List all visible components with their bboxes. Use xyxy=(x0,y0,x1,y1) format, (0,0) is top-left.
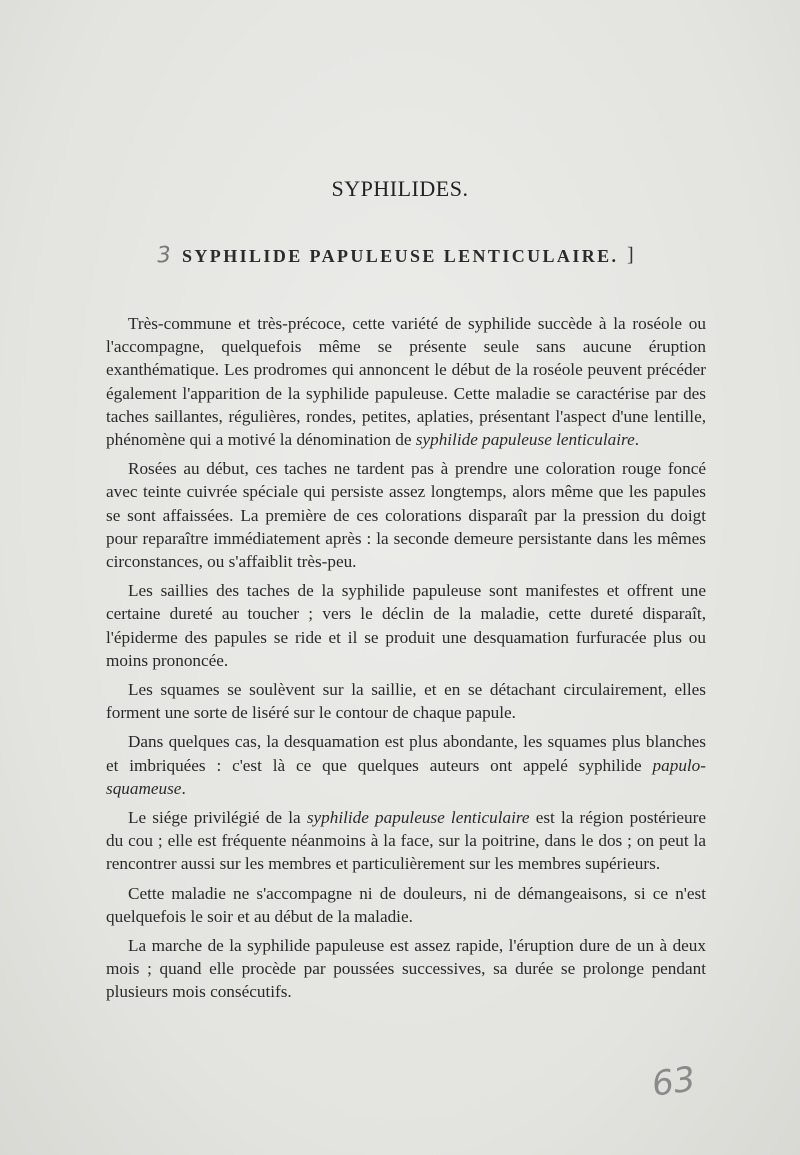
paragraph-4: Les squames se soulèvent sur la saillie, et en se détachant circulairement, elles forment une sorte de liséré sur le contour de chaque papule. xyxy=(106,680,706,723)
paragraph-6: Le siége privilégié de la syphilide papuleuse lenticulaire est la région postérieure du cou ; elle est fréquente néanmoins à la face, sur la poitrine, dans le dos ; on peut la rencontrer aussi sur les membres et particulièrement sur les membres supérieurs. xyxy=(106,808,707,874)
paragraph-5: Dans quelques cas, la desquamation est plus abondante, les squames plus blanches et imbriquées : c'est là ce que quelques auteurs ont appelé syphilide papulo-squameuse. xyxy=(106,732,706,798)
chapter-subtitle: SYPHILIDE PAPULEUSE LENTICULAIRE. xyxy=(182,246,619,266)
subtitle-bracket: ] xyxy=(627,244,634,266)
paragraph-1: Très-commune et très-précoce, cette variété de syphilide succède à la roséole ou l'accompagne, quelquefois même se présente seule sans aucune éruption exanthématique. Les prodromes qui annoncent le début de la roséole peuvent précéder également l'apparition de la syphilide papuleuse. Cette maladie se caractérise par des taches saillantes, régulières, rondes, petites, aplaties, présentant l'aspect d'une lentille, phénomène qui a motivé la dénomination de syphilide papuleuse lenticulaire. xyxy=(106,314,706,450)
paragraph-2: Rosées au début, ces taches ne tardent pas à prendre une coloration rouge foncé avec teinte cuivrée spéciale qui persiste assez longtemps, alors même que les papules se sont affaissées. La première de ces colorations disparaît par la pression du doigt pour reparaître immédiatement après : la seconde demeure persistante dans les mêmes circonstances, ou s'affaiblit très-peu. xyxy=(106,459,706,572)
section-title: SYPHILIDES. xyxy=(331,176,469,201)
handwritten-plate-number: 3 xyxy=(156,242,172,269)
paragraph-8: La marche de la syphilide papuleuse est assez rapide, l'éruption dure de un à deux mois ; quand elle procède par poussées successives, sa durée se prolonge pendant plusieurs mois consécutifs. xyxy=(106,936,706,1002)
handwritten-page-number: 63 xyxy=(649,1059,698,1105)
paragraph-3: Les saillies des taches de la syphilide papuleuse sont manifestes et offrent une certaine dureté au toucher ; vers le déclin de la maladie, cette dureté disparaît, l'épiderme des papules se ride et il se produit une desquamation furfuracée plus ou moins prononcée. xyxy=(106,581,706,670)
body-text xyxy=(106,312,706,1010)
paragraph-7: Cette maladie ne s'accompagne ni de douleurs, ni de démangeaisons, si ce n'est quelquefois le soir et au début de la maladie. xyxy=(106,883,706,926)
